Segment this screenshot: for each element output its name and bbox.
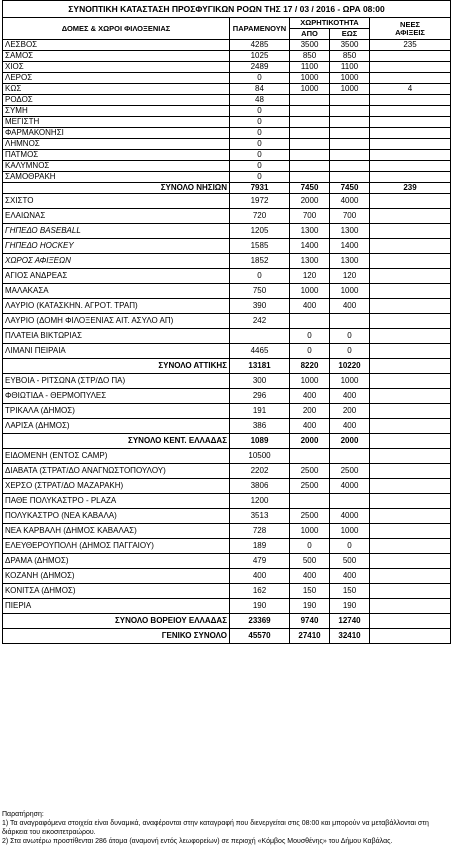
new-arrivals-cell — [370, 629, 451, 644]
capacity-to-cell — [330, 161, 370, 172]
structure-name-cell: ΛΙΜΑΝΙ ΠΕΙΡΑΙΑ — [3, 344, 230, 359]
remaining-cell: 23369 — [230, 614, 290, 629]
structure-name-cell: ΕΥΒΟΙΑ - ΡΙΤΣΩΝΑ (ΣΤΡ/ΔΟ ΠΑ) — [3, 374, 230, 389]
capacity-to-cell: 400 — [330, 299, 370, 314]
remaining-cell: 4285 — [230, 40, 290, 51]
new-arrivals-cell — [370, 254, 451, 269]
new-arrivals-cell — [370, 494, 451, 509]
new-arrivals-cell — [370, 224, 451, 239]
capacity-from-cell: 1000 — [290, 374, 330, 389]
remaining-cell: 1852 — [230, 254, 290, 269]
table-row — [3, 73, 451, 84]
total-row — [3, 183, 451, 194]
capacity-from-cell: 0 — [290, 329, 330, 344]
capacity-from-cell — [290, 128, 330, 139]
structure-name-cell: ΧΩΡΟΣ ΑΦΙΞΕΩΝ — [3, 254, 230, 269]
new-arrivals-cell — [370, 539, 451, 554]
structure-name-cell: ΤΡΙΚΑΛΑ (ΔΗΜΟΣ) — [3, 404, 230, 419]
structure-name-cell: ΠΑΘΕ ΠΟΛΥΚΑΣΤΡΟ - PLAZA — [3, 494, 230, 509]
table-row — [3, 128, 451, 139]
header-new-arrivals-line1: ΝΕΕΣ — [400, 19, 420, 29]
remaining-cell: 0 — [230, 161, 290, 172]
capacity-to-cell: 400 — [330, 389, 370, 404]
new-arrivals-cell — [370, 464, 451, 479]
remaining-cell: 48 — [230, 95, 290, 106]
structure-name-cell: ΛΑΡΙΣΑ (ΔΗΜΟΣ) — [3, 419, 230, 434]
remaining-cell: 300 — [230, 374, 290, 389]
capacity-from-cell: 400 — [290, 419, 330, 434]
capacity-to-cell: 190 — [330, 599, 370, 614]
table-row — [3, 84, 451, 95]
header-to: ΕΩΣ — [330, 29, 370, 40]
new-arrivals-cell — [370, 344, 451, 359]
table-row — [3, 329, 451, 344]
remaining-cell: 3513 — [230, 509, 290, 524]
capacity-to-cell: 12740 — [330, 614, 370, 629]
capacity-from-cell: 1300 — [290, 224, 330, 239]
remaining-cell: 2489 — [230, 62, 290, 73]
capacity-from-cell: 1300 — [290, 254, 330, 269]
structure-name-cell: ΓΗΠΕΔΟ HOCKEY — [3, 239, 230, 254]
table-row — [3, 524, 451, 539]
remaining-cell: 190 — [230, 599, 290, 614]
header-capacity: ΧΩΡΗΤΙΚΟΤΗΤΑ — [290, 18, 370, 29]
table-row — [3, 389, 451, 404]
header-new-arrivals — [370, 18, 451, 40]
capacity-to-cell — [330, 106, 370, 117]
new-arrivals-cell — [370, 479, 451, 494]
capacity-to-cell: 400 — [330, 419, 370, 434]
new-arrivals-cell — [370, 161, 451, 172]
capacity-to-cell: 120 — [330, 269, 370, 284]
capacity-from-cell — [290, 449, 330, 464]
capacity-from-cell: 0 — [290, 539, 330, 554]
new-arrivals-cell — [370, 299, 451, 314]
table-row — [3, 374, 451, 389]
capacity-to-cell: 1000 — [330, 374, 370, 389]
capacity-to-cell: 200 — [330, 404, 370, 419]
structure-name-cell: ΔΡΑΜΑ (ΔΗΜΟΣ) — [3, 554, 230, 569]
structure-name-cell: ΛΗΜΝΟΣ — [3, 139, 230, 150]
refugee-flows-table — [2, 0, 451, 644]
new-arrivals-cell — [370, 359, 451, 374]
capacity-from-cell: 1100 — [290, 62, 330, 73]
table-row — [3, 479, 451, 494]
capacity-to-cell — [330, 117, 370, 128]
capacity-to-cell: 4000 — [330, 479, 370, 494]
structure-name-cell: ΕΛΑΙΩΝΑΣ — [3, 209, 230, 224]
structure-name-cell: ΣΑΜΟΘΡΑΚΗ — [3, 172, 230, 183]
capacity-from-cell: 1000 — [290, 284, 330, 299]
structure-name-cell: ΣΥΝΟΛΟ ΒΟΡΕΙΟΥ ΕΛΛΑΔΑΣ — [3, 614, 230, 629]
structure-name-cell: ΣΥΝΟΛΟ ΑΤΤΙΚΗΣ — [3, 359, 230, 374]
table-row — [3, 269, 451, 284]
structure-name-cell: ΦΘΙΩΤΙΔΑ - ΘΕΡΜΟΠΥΛΕΣ — [3, 389, 230, 404]
capacity-to-cell: 4000 — [330, 194, 370, 209]
new-arrivals-cell — [370, 614, 451, 629]
structure-name-cell: ΚΩΣ — [3, 84, 230, 95]
new-arrivals-cell — [370, 95, 451, 106]
new-arrivals-cell — [370, 209, 451, 224]
new-arrivals-cell — [370, 139, 451, 150]
capacity-to-cell: 0 — [330, 344, 370, 359]
new-arrivals-cell — [370, 117, 451, 128]
capacity-to-cell — [330, 128, 370, 139]
table-row — [3, 117, 451, 128]
capacity-from-cell: 1400 — [290, 239, 330, 254]
capacity-from-cell: 0 — [290, 344, 330, 359]
new-arrivals-cell — [370, 434, 451, 449]
capacity-to-cell: 850 — [330, 51, 370, 62]
new-arrivals-cell — [370, 404, 451, 419]
remaining-cell: 162 — [230, 584, 290, 599]
new-arrivals-cell — [370, 374, 451, 389]
capacity-from-cell: 2500 — [290, 479, 330, 494]
structure-name-cell: ΠΟΛΥΚΑΣΤΡΟ (ΝΕΑ ΚΑΒΑΛΑ) — [3, 509, 230, 524]
capacity-to-cell — [330, 139, 370, 150]
structure-name-cell: ΜΑΛΑΚΑΣΑ — [3, 284, 230, 299]
capacity-from-cell: 8220 — [290, 359, 330, 374]
capacity-from-cell — [290, 494, 330, 509]
table-row — [3, 464, 451, 479]
capacity-to-cell: 1100 — [330, 62, 370, 73]
capacity-from-cell — [290, 314, 330, 329]
capacity-to-cell: 1000 — [330, 284, 370, 299]
table-row — [3, 584, 451, 599]
remaining-cell — [230, 329, 290, 344]
capacity-from-cell: 1000 — [290, 73, 330, 84]
structure-name-cell: ΕΛΕΥΘΕΡΟΥΠΟΛΗ (ΔΗΜΟΣ ΠΑΓΓΑΙΟΥ) — [3, 539, 230, 554]
remaining-cell: 390 — [230, 299, 290, 314]
capacity-from-cell: 2500 — [290, 464, 330, 479]
capacity-from-cell — [290, 106, 330, 117]
new-arrivals-cell — [370, 314, 451, 329]
table-row — [3, 95, 451, 106]
capacity-to-cell: 500 — [330, 554, 370, 569]
new-arrivals-cell — [370, 524, 451, 539]
remaining-cell: 189 — [230, 539, 290, 554]
remaining-cell: 0 — [230, 117, 290, 128]
capacity-to-cell — [330, 494, 370, 509]
remaining-cell: 4465 — [230, 344, 290, 359]
structure-name-cell: ΜΕΓΙΣΤΗ — [3, 117, 230, 128]
new-arrivals-cell — [370, 194, 451, 209]
capacity-from-cell: 200 — [290, 404, 330, 419]
capacity-from-cell: 3500 — [290, 40, 330, 51]
remaining-cell: 0 — [230, 128, 290, 139]
capacity-to-cell — [330, 449, 370, 464]
total-row — [3, 434, 451, 449]
new-arrivals-cell — [370, 509, 451, 524]
notes-heading: Παρατήρηση: — [2, 811, 44, 818]
structure-name-cell: ΧΙΟΣ — [3, 62, 230, 73]
remaining-cell: 45570 — [230, 629, 290, 644]
capacity-from-cell: 400 — [290, 569, 330, 584]
table-row — [3, 599, 451, 614]
remaining-cell: 0 — [230, 172, 290, 183]
table-row — [3, 299, 451, 314]
structure-name-cell: ΛΑΥΡΙΟ (ΔΟΜΗ ΦΙΛΟΞΕΝΙΑΣ ΑΙΤ. ΑΣΥΛΟ ΑΠ) — [3, 314, 230, 329]
new-arrivals-cell — [370, 284, 451, 299]
remaining-cell: 1200 — [230, 494, 290, 509]
table-row — [3, 62, 451, 73]
capacity-to-cell: 1300 — [330, 224, 370, 239]
remaining-cell: 242 — [230, 314, 290, 329]
total-row — [3, 359, 451, 374]
remaining-cell: 10500 — [230, 449, 290, 464]
remaining-cell: 750 — [230, 284, 290, 299]
table-row — [3, 106, 451, 117]
header-from: ΑΠΟ — [290, 29, 330, 40]
table-row — [3, 139, 451, 150]
structure-name-cell: ΠΛΑΤΕΙΑ ΒΙΚΤΩΡΙΑΣ — [3, 329, 230, 344]
remaining-cell: 1972 — [230, 194, 290, 209]
note-1: 1) Τα αναγραφόμενα στοιχεία είναι δυναμικά, αναφέρονται στην καταγραφή που διενεργείται στις 08:00 και μπορούν να μεταβάλλονται στη διάρκεια του εικοσιτετραώρου. — [2, 820, 429, 836]
total-row — [3, 614, 451, 629]
capacity-to-cell: 0 — [330, 329, 370, 344]
structure-name-cell: ΠΑΤΜΟΣ — [3, 150, 230, 161]
capacity-from-cell — [290, 150, 330, 161]
remaining-cell: 1089 — [230, 434, 290, 449]
table-row — [3, 284, 451, 299]
table-row — [3, 161, 451, 172]
capacity-to-cell: 2000 — [330, 434, 370, 449]
capacity-from-cell: 850 — [290, 51, 330, 62]
capacity-to-cell: 3500 — [330, 40, 370, 51]
structure-name-cell: ΕΙΔΟΜΕΝΗ (ΕΝΤΟΣ CAMP) — [3, 449, 230, 464]
new-arrivals-cell: 239 — [370, 183, 451, 194]
page-title: ΣΥΝΟΠΤΙΚΗ ΚΑΤΑΣΤΑΣΗ ΠΡΟΣΦΥΓΙΚΩΝ ΡΟΩΝ ΤΗΣ 17 / 03 / 2016 - ΩΡΑ 08:00 — [3, 1, 451, 18]
notes — [2, 810, 450, 846]
new-arrivals-cell — [370, 62, 451, 73]
capacity-to-cell: 7450 — [330, 183, 370, 194]
remaining-cell: 0 — [230, 106, 290, 117]
new-arrivals-cell: 4 — [370, 84, 451, 95]
structure-name-cell: ΡΟΔΟΣ — [3, 95, 230, 106]
capacity-to-cell: 1000 — [330, 73, 370, 84]
structure-name-cell: ΛΑΥΡΙΟ (ΚΑΤΑΣΚΗΝ. ΑΓΡΟΤ. ΤΡΑΠ) — [3, 299, 230, 314]
capacity-from-cell — [290, 117, 330, 128]
header-row — [3, 18, 451, 29]
capacity-from-cell: 1000 — [290, 524, 330, 539]
capacity-from-cell: 400 — [290, 389, 330, 404]
note-2: 2) Στα ανωτέρω προστίθενται 286 άτομα (αναμονή εντός λεωφορείων) σε περιοχή «Κόμβος Μουσθένης» του Δήμου Καβάλας. — [2, 838, 393, 845]
capacity-from-cell: 400 — [290, 299, 330, 314]
table-row — [3, 344, 451, 359]
new-arrivals-cell — [370, 269, 451, 284]
capacity-to-cell: 700 — [330, 209, 370, 224]
remaining-cell: 0 — [230, 139, 290, 150]
new-arrivals-cell — [370, 239, 451, 254]
table-row — [3, 209, 451, 224]
remaining-cell: 386 — [230, 419, 290, 434]
remaining-cell: 1585 — [230, 239, 290, 254]
capacity-to-cell: 10220 — [330, 359, 370, 374]
table-row — [3, 554, 451, 569]
capacity-from-cell: 2000 — [290, 434, 330, 449]
table-row — [3, 239, 451, 254]
capacity-from-cell: 2500 — [290, 509, 330, 524]
table-row — [3, 569, 451, 584]
remaining-cell: 296 — [230, 389, 290, 404]
capacity-from-cell: 500 — [290, 554, 330, 569]
new-arrivals-cell — [370, 73, 451, 84]
capacity-from-cell: 120 — [290, 269, 330, 284]
capacity-to-cell: 1000 — [330, 524, 370, 539]
remaining-cell: 191 — [230, 404, 290, 419]
capacity-to-cell: 150 — [330, 584, 370, 599]
capacity-to-cell: 400 — [330, 569, 370, 584]
capacity-from-cell — [290, 139, 330, 150]
table-row — [3, 172, 451, 183]
remaining-cell: 0 — [230, 73, 290, 84]
table-row — [3, 539, 451, 554]
capacity-from-cell: 27410 — [290, 629, 330, 644]
table-row — [3, 314, 451, 329]
new-arrivals-cell — [370, 419, 451, 434]
new-arrivals-cell — [370, 106, 451, 117]
remaining-cell: 1025 — [230, 51, 290, 62]
remaining-cell: 1205 — [230, 224, 290, 239]
table-row — [3, 51, 451, 62]
structure-name-cell: ΝΕΑ ΚΑΡΒΑΛΗ (ΔΗΜΟΣ ΚΑΒΑΛΑΣ) — [3, 524, 230, 539]
remaining-cell: 0 — [230, 269, 290, 284]
capacity-to-cell: 1300 — [330, 254, 370, 269]
capacity-to-cell — [330, 95, 370, 106]
new-arrivals-cell — [370, 389, 451, 404]
capacity-to-cell: 4000 — [330, 509, 370, 524]
capacity-from-cell: 9740 — [290, 614, 330, 629]
new-arrivals-cell — [370, 172, 451, 183]
new-arrivals-cell — [370, 150, 451, 161]
capacity-to-cell: 0 — [330, 539, 370, 554]
capacity-from-cell: 190 — [290, 599, 330, 614]
new-arrivals-cell — [370, 584, 451, 599]
capacity-to-cell: 1000 — [330, 84, 370, 95]
structure-name-cell: ΣΑΜΟΣ — [3, 51, 230, 62]
table-row — [3, 494, 451, 509]
remaining-cell: 84 — [230, 84, 290, 95]
capacity-from-cell — [290, 161, 330, 172]
structure-name-cell: ΛΕΡΟΣ — [3, 73, 230, 84]
capacity-from-cell: 150 — [290, 584, 330, 599]
capacity-to-cell: 32410 — [330, 629, 370, 644]
new-arrivals-cell — [370, 51, 451, 62]
new-arrivals-cell — [370, 329, 451, 344]
table-row — [3, 150, 451, 161]
remaining-cell: 13181 — [230, 359, 290, 374]
remaining-cell: 400 — [230, 569, 290, 584]
capacity-to-cell — [330, 314, 370, 329]
structure-name-cell: ΚΟΝΙΤΣΑ (ΔΗΜΟΣ) — [3, 584, 230, 599]
remaining-cell: 720 — [230, 209, 290, 224]
new-arrivals-cell — [370, 554, 451, 569]
structure-name-cell: ΣΧΙΣΤΟ — [3, 194, 230, 209]
structure-name-cell: ΦΑΡΜΑΚΟΝΗΣΙ — [3, 128, 230, 139]
total-row — [3, 629, 451, 644]
new-arrivals-cell — [370, 569, 451, 584]
table-row — [3, 509, 451, 524]
header-structures: ΔΟΜΕΣ & ΧΩΡΟΙ ΦΙΛΟΞΕΝΙΑΣ — [3, 18, 230, 40]
structure-name-cell: ΣΥΝΟΛΟ ΚΕΝΤ. ΕΛΛΑΔΑΣ — [3, 434, 230, 449]
new-arrivals-cell — [370, 449, 451, 464]
table-row — [3, 449, 451, 464]
remaining-cell: 728 — [230, 524, 290, 539]
table-row — [3, 224, 451, 239]
structure-name-cell: ΚΑΛΥΜΝΟΣ — [3, 161, 230, 172]
structure-name-cell: ΓΗΠΕΔΟ BASEBALL — [3, 224, 230, 239]
title-row — [3, 1, 451, 18]
structure-name-cell: ΓΕΝΙΚΟ ΣΥΝΟΛΟ — [3, 629, 230, 644]
structure-name-cell: ΔΙΑΒΑΤΑ (ΣΤΡΑΤ/ΔΟ ΑΝΑΓΝΩΣΤΟΠΟΥΛΟΥ) — [3, 464, 230, 479]
capacity-from-cell: 7450 — [290, 183, 330, 194]
remaining-cell: 479 — [230, 554, 290, 569]
capacity-from-cell — [290, 95, 330, 106]
capacity-to-cell: 2500 — [330, 464, 370, 479]
table-body — [3, 1, 451, 644]
structure-name-cell: ΧΕΡΣΟ (ΣΤΡΑΤ/ΔΟ ΜΑΖΑΡΑΚΗ) — [3, 479, 230, 494]
remaining-cell: 2202 — [230, 464, 290, 479]
capacity-from-cell: 700 — [290, 209, 330, 224]
capacity-to-cell — [330, 172, 370, 183]
header-remaining: ΠΑΡΑΜΕΝΟΥΝ — [230, 18, 290, 40]
remaining-cell: 7931 — [230, 183, 290, 194]
new-arrivals-cell — [370, 599, 451, 614]
header-new-arrivals-line2: ΑΦΙΞΕΙΣ — [395, 27, 425, 37]
structure-name-cell: ΑΓΙΟΣ ΑΝΔΡΕΑΣ — [3, 269, 230, 284]
new-arrivals-cell: 235 — [370, 40, 451, 51]
structure-name-cell: ΚΟΖΑΝΗ (ΔΗΜΟΣ) — [3, 569, 230, 584]
capacity-from-cell — [290, 172, 330, 183]
new-arrivals-cell — [370, 128, 451, 139]
capacity-from-cell: 1000 — [290, 84, 330, 95]
table-row — [3, 419, 451, 434]
capacity-to-cell: 1400 — [330, 239, 370, 254]
structure-name-cell: ΛΕΣΒΟΣ — [3, 40, 230, 51]
table-row — [3, 404, 451, 419]
table-row — [3, 40, 451, 51]
structure-name-cell: ΣΥΜΗ — [3, 106, 230, 117]
remaining-cell: 3806 — [230, 479, 290, 494]
table-row — [3, 254, 451, 269]
structure-name-cell: ΣΥΝΟΛΟ ΝΗΣΙΩΝ — [3, 183, 230, 194]
capacity-from-cell: 2000 — [290, 194, 330, 209]
remaining-cell: 0 — [230, 150, 290, 161]
table-row — [3, 194, 451, 209]
capacity-to-cell — [330, 150, 370, 161]
structure-name-cell: ΠΙΕΡΙΑ — [3, 599, 230, 614]
